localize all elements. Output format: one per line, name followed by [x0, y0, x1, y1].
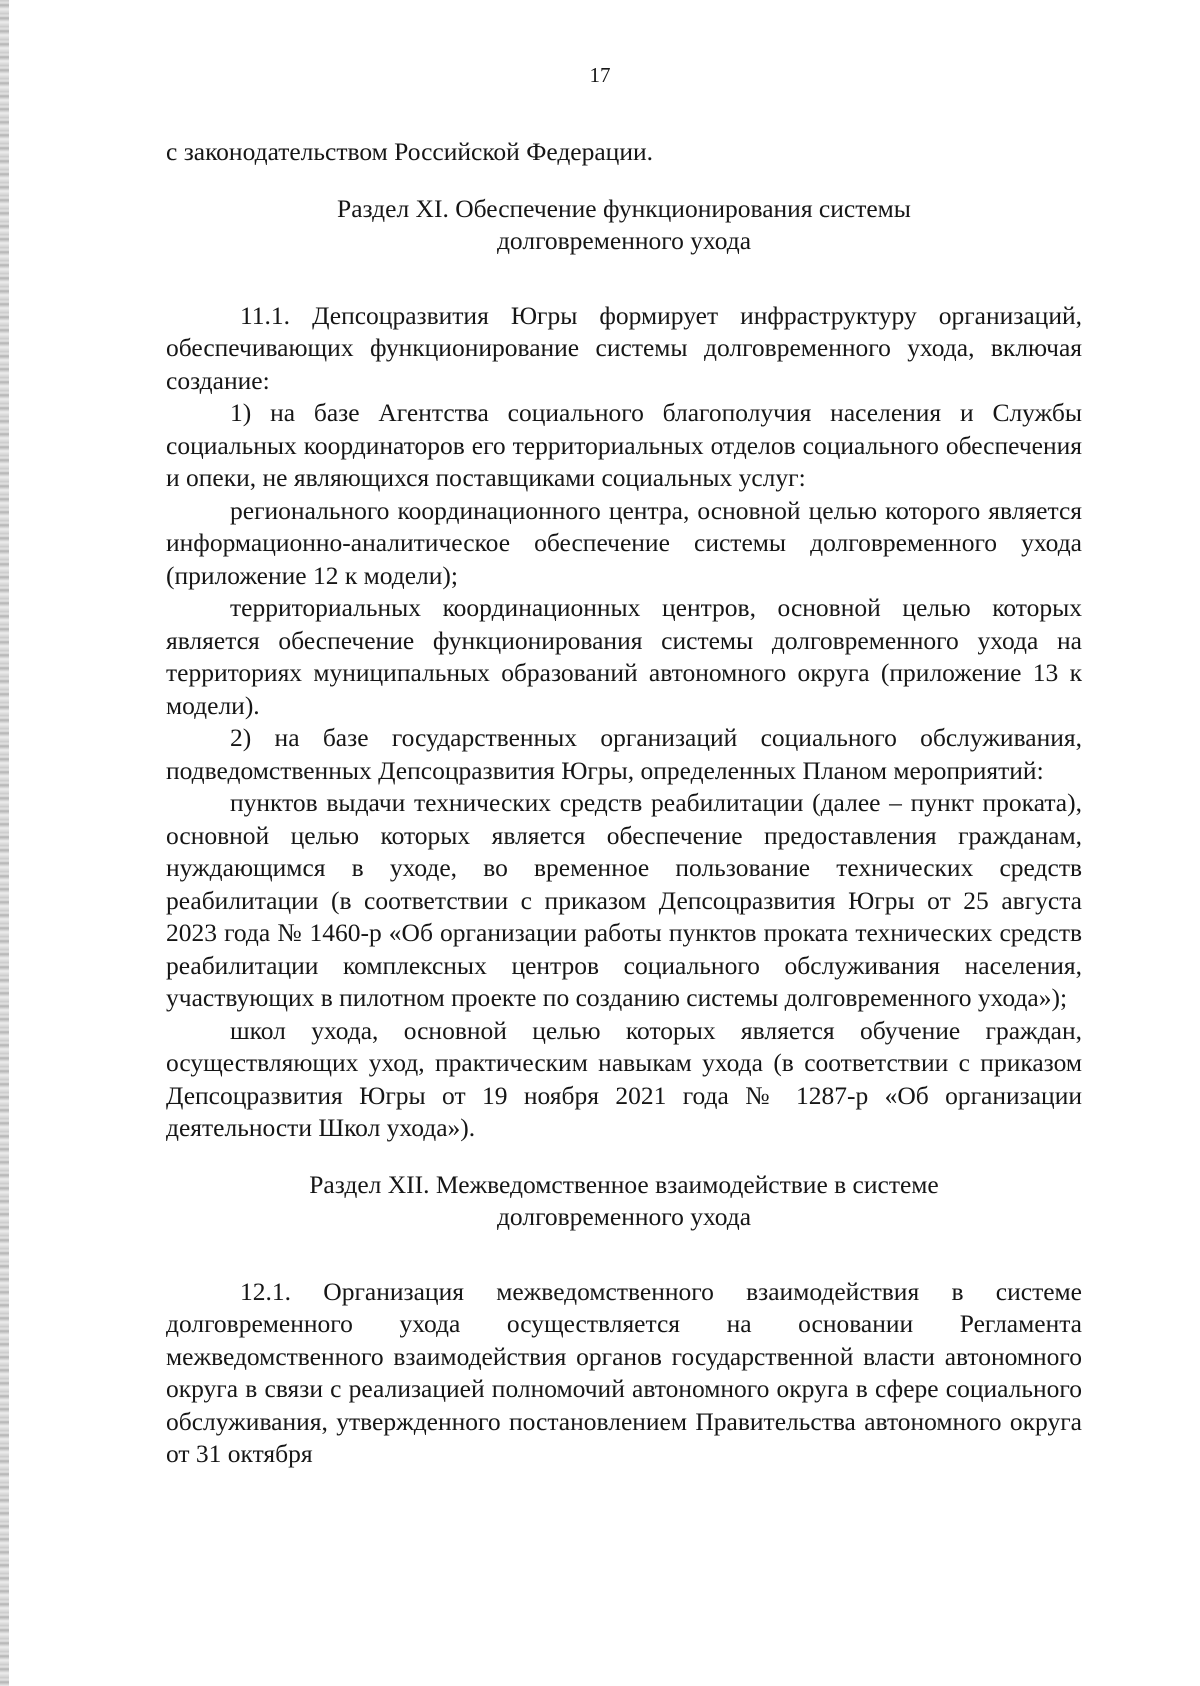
paragraph-12-1: 12.1. Организация межведомственного взаимодействия в системе долговременного ухода осуществляется на основании Регламента межведомственного взаимодействия органов государственной власти автономного округа в связи с реализацией полномочий автономного округа в сфере социального обслуживания, утвержденного постановлением Правительства автономного округа от 31 октября — [166, 1276, 1082, 1468]
section-11-title-line2: долговременного ухода — [496, 226, 752, 255]
scan-edge-shadow — [0, 0, 9, 1686]
document-body — [166, 136, 1082, 1471]
paragraph-rental-points: пунктов выдачи технических средств реабилитации (далее – пункт проката), основной целью которых является обеспечение предоставления гражданам, нуждающимся в уходе, во временное пользование технических средств реабилитации (в соответствии с приказом Депсоцразвития Югры от 25 августа 2023 года № 1460-р «Об организации работы пунктов проката технических средств реабилитации комплексных центров социального обслуживания населения, участвующих в пилотном проекте по созданию системы долговременного ухода»); — [166, 788, 1082, 1012]
section-12-heading — [166, 1169, 1082, 1234]
section-12-title-line1: Раздел XII. Межведомственное взаимодействие в системе — [309, 1169, 939, 1199]
continuation-text: с законодательством Российской Федерации. — [166, 137, 653, 166]
paragraph-11-1: 11.1. Депсоцразвития Югры формирует инфраструктуру организаций, обеспечивающих функционирование системы долговременного ухода, включая создание: — [166, 300, 1082, 395]
section-11-heading — [166, 193, 1082, 258]
section-11-title-line1: Раздел XI. Обеспечение функционирования системы — [337, 193, 911, 223]
paragraph-item-2: 2) на базе государственных организаций социального обслуживания, подведомственных Депсоцразвития Югры, определенных Планом мероприятий: — [166, 723, 1082, 785]
page-number: 17 — [589, 63, 611, 87]
paragraph-care-schools: школ ухода, основной целью которых является обучение граждан, осуществляющих уход, практическим навыкам ухода (в соответствии с приказом Депсоцразвития Югры от 19 ноября 2021 года № 1287-р «Об организации деятельности Школ ухода»). — [166, 1015, 1082, 1142]
section-12-title-line2: долговременного ухода — [496, 1202, 752, 1231]
paragraph-territorial-centers: территориальных координационных центров, основной целью которых является обеспечение функционирования системы долговременного ухода на территориях муниципальных образований автономного округа (приложение 13 к модели). — [166, 593, 1082, 720]
paragraph-regional-center: регионального координационного центра, основной целью которого является информационно-аналитическое обеспечение системы долговременного ухода (приложение 12 к модели); — [166, 495, 1082, 590]
paragraph-item-1: 1) на базе Агентства социального благополучия населения и Службы социальных координаторов его территориальных отделов социального обеспечения и опеки, не являющихся поставщиками социальных услуг: — [166, 398, 1082, 492]
